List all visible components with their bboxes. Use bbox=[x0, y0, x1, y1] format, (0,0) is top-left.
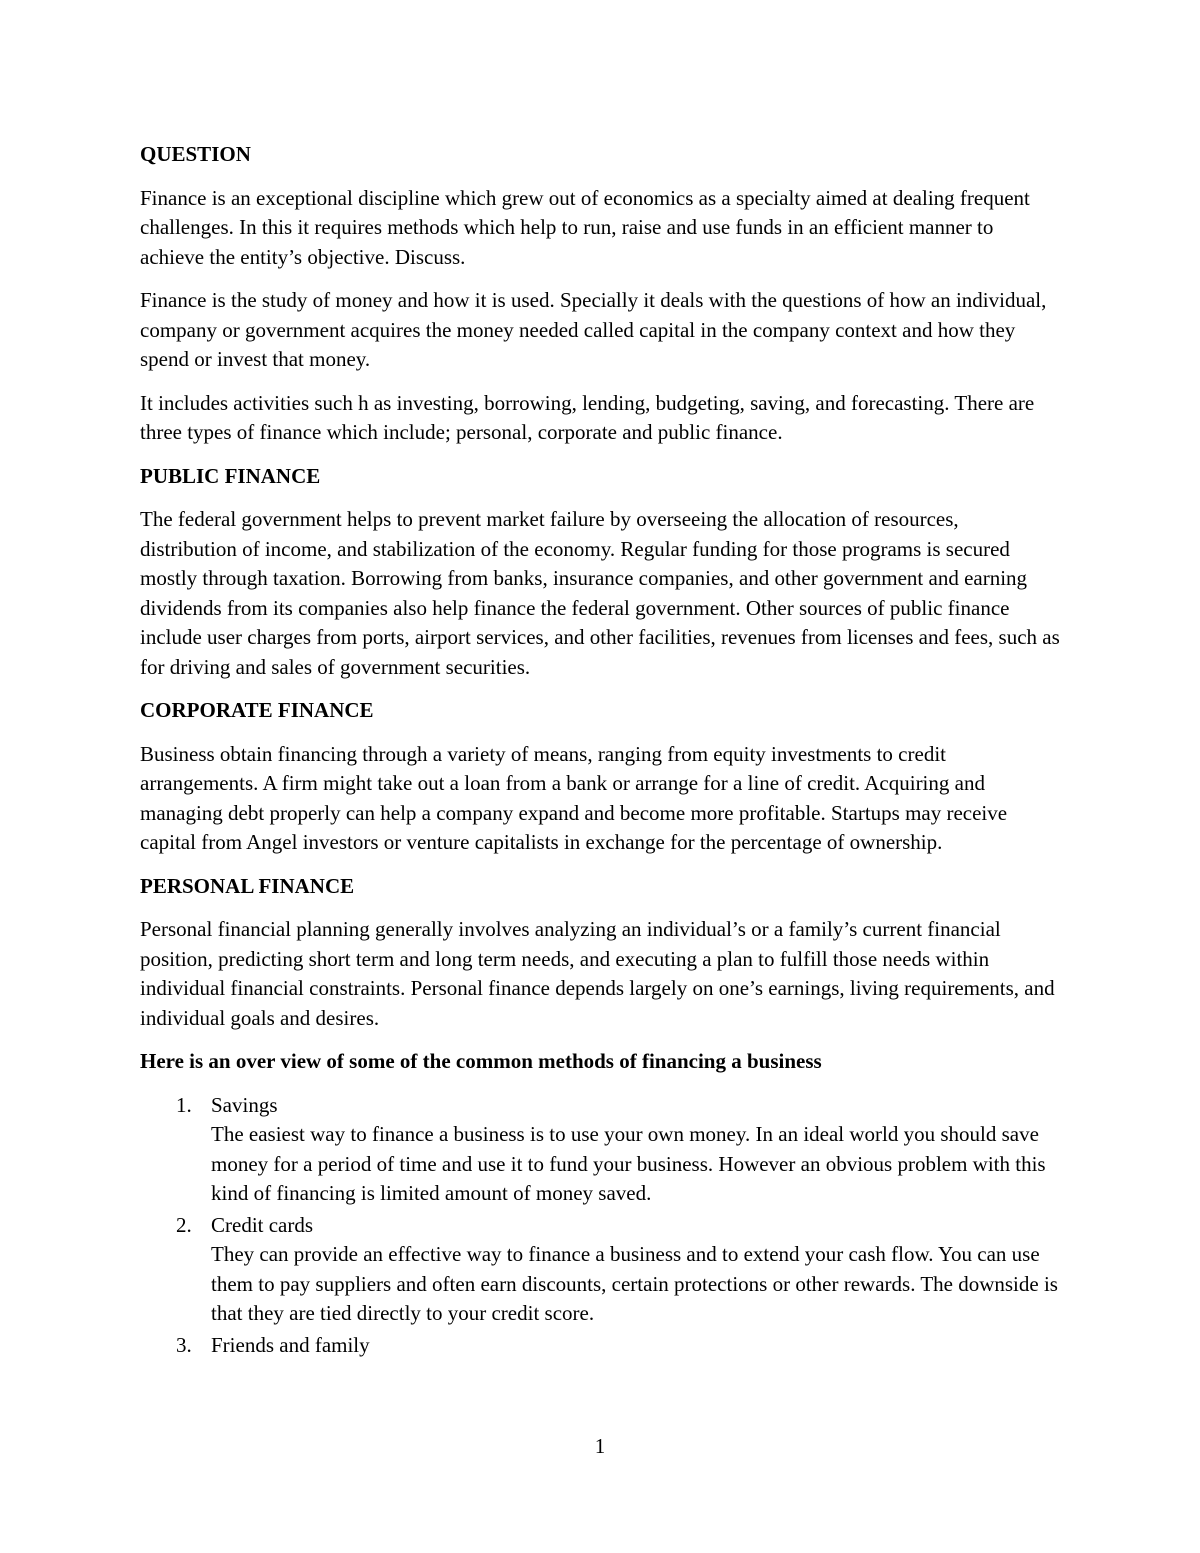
list-item bbox=[140, 1091, 1060, 1209]
corporate-finance-heading: CORPORATE FINANCE bbox=[140, 698, 374, 722]
question-heading: QUESTION bbox=[140, 142, 251, 166]
personal-finance-heading: PERSONAL FINANCE bbox=[140, 873, 355, 898]
list-item-title: Friends and family bbox=[211, 1332, 370, 1357]
page-number: 1 bbox=[594, 1434, 606, 1458]
list-item bbox=[140, 1211, 1060, 1329]
list-item-description: They can provide an effective way to finance a business and to extend your cash flow. You can use them to pay suppliers and often earn discounts, certain protections or other rewards. The downside is that they are tied directly to your credit score. bbox=[211, 1242, 1058, 1325]
list-item-number: 3. bbox=[176, 1332, 192, 1357]
list-item-description: The easiest way to finance a business is to use your own money. In an ideal world you should save money for a period of time and use it to fund your business. However an obvious problem with this kind of financing is limited amount of money saved. bbox=[211, 1122, 1046, 1205]
list-item-title: Credit cards bbox=[211, 1212, 314, 1237]
personal-finance-text: Personal financial planning generally involves analyzing an individual’s or a family’s current financial position, predicting short term and long term needs, and executing a plan to fulfill those needs within individual financial constraints. Personal finance depends largely on one’s earnings, living requirements, and individual goals and desires. bbox=[140, 917, 1055, 1030]
list-item-number: 1. bbox=[176, 1092, 192, 1117]
intro-paragraph-1: Finance is the study of money and how it is used. Specially it deals with the questions of how an individual, company or government acquires the money needed called capital in the company context and how they spend or invest that money. bbox=[140, 288, 1047, 371]
document-body bbox=[140, 140, 1060, 1362]
financing-methods-list bbox=[140, 1091, 1060, 1361]
overview-heading: Here is an over view of some of the common methods of financing a business bbox=[140, 1049, 822, 1073]
list-item-number: 2. bbox=[176, 1212, 192, 1237]
question-text: Finance is an exceptional discipline which grew out of economics as a specialty aimed at dealing frequent challenges. In this it requires methods which help to run, raise and use funds in an efficient manner to achieve the entity’s objective. Discuss. bbox=[140, 185, 1030, 269]
public-finance-heading: PUBLIC FINANCE bbox=[140, 463, 321, 488]
public-finance-text: The federal government helps to prevent market failure by overseeing the allocation of resources, distribution of income, and stabilization of the economy. Regular funding for those programs is secured mostly through taxation. Borrowing from banks, insurance companies, and other government and earning dividends from its companies also help finance the federal government. Other sources of public finance include user charges from ports, airport services, and other facilities, revenues from licenses and fees, such as for driving and sales of government securities. bbox=[140, 507, 1060, 679]
intro-paragraph-2: It includes activities such h as investing, borrowing, lending, budgeting, saving, and forecasting. There are three types of finance which include; personal, corporate and public finance. bbox=[140, 390, 1035, 444]
corporate-finance-text: Business obtain financing through a variety of means, ranging from equity investments to credit arrangements. A firm might take out a loan from a bank or arrange for a line of credit. Acquiring and managing debt properly can help a company expand and become more profitable. Startups may receive capital from Angel investors or venture capitalists in exchange for the percentage of ownership. bbox=[140, 741, 1008, 854]
list-item bbox=[140, 1331, 1060, 1361]
list-item-title: Savings bbox=[211, 1092, 278, 1117]
